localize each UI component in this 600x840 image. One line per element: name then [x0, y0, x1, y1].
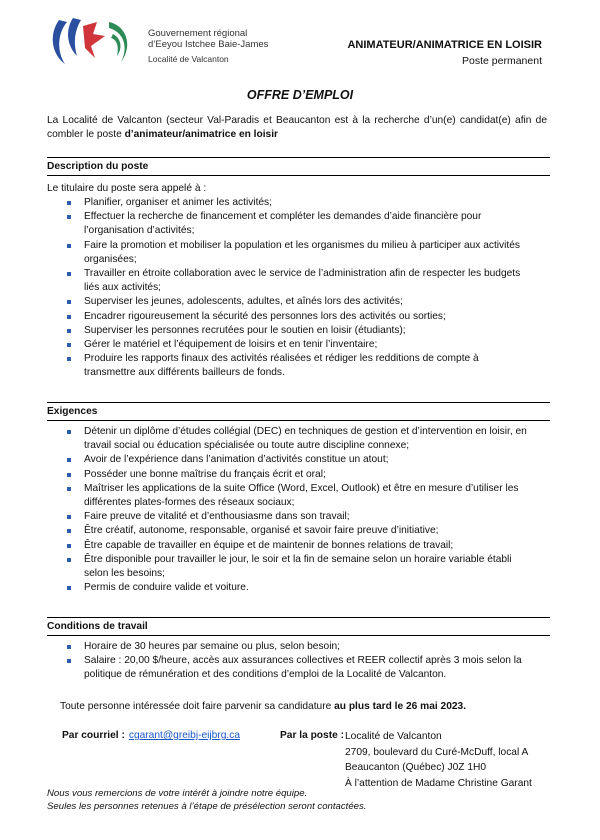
offer-title: OFFRE D’EMPLOI [246, 88, 354, 102]
conditions-list [62, 640, 542, 683]
exigence-item: Être créatif, autonome, responsable, organisé et savoir faire preuve d’initiative; [62, 524, 532, 538]
exigence-item: Avoir de l’expérience dans l’animation d’activités constitue un atout; [62, 453, 532, 467]
gouvernement-logo [47, 12, 147, 70]
mail-label: Par la poste : [280, 730, 344, 741]
address-line: À l’attention de Madame Christine Garant [345, 777, 532, 789]
email-label: Par courriel : [62, 730, 125, 741]
exigence-item: Faire preuve de vitalité et d’enthousiasme dans son travail; [62, 510, 532, 524]
org-line-1: Gouvernement régional [148, 28, 248, 39]
description-heading: Description du poste [47, 157, 550, 176]
exigence-item: Être disponible pour travailler le jour, le soir et la fin de semaine selon un horaire variable établi selon les besoins; [62, 553, 532, 581]
email-contact [62, 729, 240, 743]
exigences-heading: Exigences [47, 402, 550, 421]
closing-end: . [463, 701, 467, 712]
description-item: Superviser les jeunes, adolescents, adultes, et aînés lors des activités; [62, 295, 532, 309]
address-line: 2709, boulevard du Curé-McDuff, local A [345, 746, 529, 758]
mail-contact [280, 729, 344, 743]
job-header [347, 38, 542, 68]
footnote-line: Nous vous remercions de votre intérêt à joindre notre équipe. [47, 788, 308, 799]
exigence-item: Posséder une bonne maîtrise du français écrit et oral; [62, 468, 532, 482]
org-line-2: d’Eeyou Istchee Baie-James [148, 39, 269, 50]
condition-item: Horaire de 30 heures par semaine ou plus, selon besoin; [62, 640, 542, 654]
intro-bold: d’animateur/animatrice en loisir [124, 129, 279, 141]
exigences-list [62, 425, 532, 595]
footnote [47, 787, 366, 813]
job-status: Poste permanent [462, 55, 542, 68]
closing-deadline: au plus tard le 26 mai 2023 [334, 701, 464, 712]
footnote-line: Seules les personnes retenues à l’étape de présélection seront contactées. [47, 801, 367, 812]
condition-item: Salaire : 20,00 $/heure, accès aux assurances collectives et REER collectif après 3 mois selon la politique de rémunération et des conditions d’emploi de la Localité de Valcanton. [62, 654, 542, 682]
exigence-item: Être capable de travailler en équipe et de maintenir de bonnes relations de travail; [62, 539, 532, 553]
description-item: Gérer le matériel et l’équipement de loisirs et en tenir l’inventaire; [62, 338, 532, 352]
email-link[interactable]: cgarant@greibj-eijbrg.ca [128, 730, 240, 741]
mail-address [345, 729, 532, 791]
job-title: ANIMATEUR/ANIMATRICE EN LOISIR [347, 39, 542, 51]
description-item: Travailler en étroite collaboration avec le service de l’administration afin de respecter les budgets liés aux activités; [62, 267, 532, 295]
address-line: Beaucanton (Québec) J0Z 1H0 [345, 762, 487, 773]
conditions-heading: Conditions de travail [47, 617, 550, 636]
address-line: Localité de Valcanton [345, 731, 442, 742]
exigence-item: Maîtriser les applications de la suite Office (Word, Excel, Outlook) et être en mesure d’utiliser les différentes plates-formes des réseaux sociaux; [62, 482, 532, 510]
description-lead: Le titulaire du poste sera appelé à : [47, 183, 207, 194]
intro-paragraph [47, 114, 547, 142]
org-line-3: Localité de Valcanton [148, 54, 229, 64]
description-item: Planifier, organiser et animer les activités; [62, 196, 532, 210]
closing-paragraph [60, 700, 466, 714]
description-item: Superviser les personnes recrutées pour le soutien en loisir (étudiants); [62, 324, 532, 338]
closing-text: Toute personne intéressée doit faire parvenir sa candidature [60, 701, 335, 712]
description-item: Faire la promotion et mobiliser la population et les organismes du milieu à participer aux activités organisées; [62, 239, 532, 267]
organization-name [148, 28, 268, 65]
description-list [62, 196, 532, 381]
description-item: Effectuer la recherche de financement et compléter les demandes d’aide financière pour l’organisation d’activités; [62, 210, 532, 238]
exigence-item: Détenir un diplôme d’études collégial (DEC) en techniques de gestion et d’intervention en loisir, en travail social ou éducation spécialisée ou toute autre discipline connexe; [62, 425, 532, 453]
description-item: Produire les rapports finaux des activités réalisées et rédiger les redditions de compte à transmettre aux différents bailleurs de fonds. [62, 352, 532, 380]
intro-text: La Localité de Valcanton (secteur Val-Paradis et Beaucanton est à la recherche d’un(e) candidat(e) afin de combler le poste [47, 115, 547, 141]
description-item: Encadrer rigoureusement la sécurité des personnes lors des activités ou sorties; [62, 310, 532, 324]
exigence-item: Permis de conduire valide et voiture. [62, 581, 532, 595]
